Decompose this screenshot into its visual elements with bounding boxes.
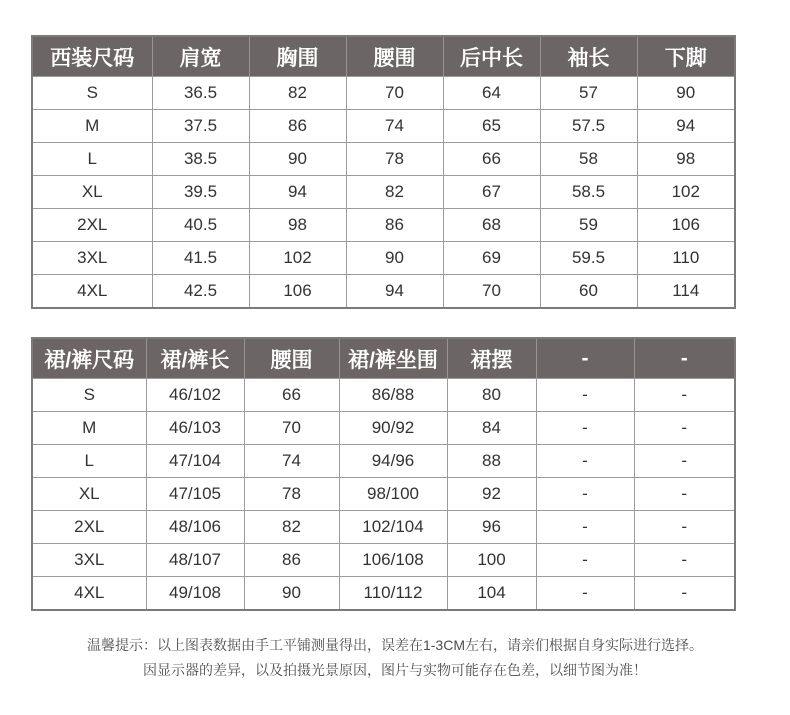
table-cell: 42.5	[152, 275, 249, 309]
table-row	[32, 511, 735, 544]
table-cell: -	[634, 445, 735, 478]
table-cell: 106/108	[339, 544, 447, 577]
table-cell: -	[634, 412, 735, 445]
table-cell: -	[536, 511, 634, 544]
table-cell: 67	[443, 176, 540, 209]
table-cell: 86/88	[339, 379, 447, 412]
table-cell: 47/105	[146, 478, 244, 511]
table-row	[32, 143, 735, 176]
table-cell: 58	[540, 143, 637, 176]
table-cell: 110	[637, 242, 735, 275]
table-cell: -	[536, 379, 634, 412]
header-row	[32, 338, 735, 379]
table-row	[32, 77, 735, 110]
table-cell: 47/104	[146, 445, 244, 478]
header-cell: 腰围	[346, 36, 443, 77]
table-cell: 102	[249, 242, 346, 275]
table-cell: -	[634, 379, 735, 412]
table-cell: 40.5	[152, 209, 249, 242]
table-cell: 90	[244, 577, 339, 611]
table-cell: 39.5	[152, 176, 249, 209]
table-cell: 69	[443, 242, 540, 275]
table-cell: 90	[346, 242, 443, 275]
header-cell: 裙摆	[447, 338, 536, 379]
size-label: L	[32, 445, 146, 478]
table-cell: 102	[637, 176, 735, 209]
suit-size-table	[31, 35, 736, 309]
table-cell: 46/102	[146, 379, 244, 412]
header-cell: 西装尺码	[32, 36, 152, 77]
size-label: S	[32, 77, 152, 110]
table-cell: 59.5	[540, 242, 637, 275]
size-label: M	[32, 110, 152, 143]
table-cell: 104	[447, 577, 536, 611]
table-cell: 92	[447, 478, 536, 511]
table-row	[32, 110, 735, 143]
table-cell: 58.5	[540, 176, 637, 209]
table-row	[32, 445, 735, 478]
size-label: XL	[32, 176, 152, 209]
size-label: 2XL	[32, 511, 146, 544]
table-cell: 86	[244, 544, 339, 577]
table-cell: 78	[346, 143, 443, 176]
table-row	[32, 577, 735, 611]
table-cell: 86	[346, 209, 443, 242]
size-label: 2XL	[32, 209, 152, 242]
table-cell: 49/108	[146, 577, 244, 611]
table-row	[32, 412, 735, 445]
header-cell: 胸围	[249, 36, 346, 77]
table-cell: 68	[443, 209, 540, 242]
table-cell: 84	[447, 412, 536, 445]
table-row	[32, 242, 735, 275]
table-row	[32, 478, 735, 511]
table-cell: 98	[249, 209, 346, 242]
table-cell: -	[536, 412, 634, 445]
table-cell: 41.5	[152, 242, 249, 275]
header-cell: -	[536, 338, 634, 379]
header-cell: 肩宽	[152, 36, 249, 77]
table-cell: 36.5	[152, 77, 249, 110]
table-cell: -	[634, 577, 735, 611]
table-cell: 94	[637, 110, 735, 143]
header-cell: 后中长	[443, 36, 540, 77]
table-cell: 57.5	[540, 110, 637, 143]
header-row	[32, 36, 735, 77]
table-cell: -	[634, 544, 735, 577]
table-cell: 60	[540, 275, 637, 309]
table-row	[32, 544, 735, 577]
table-cell: 94/96	[339, 445, 447, 478]
table-cell: 66	[244, 379, 339, 412]
table-cell: 82	[244, 511, 339, 544]
size-label: S	[32, 379, 146, 412]
table-cell: 70	[244, 412, 339, 445]
table-cell: 82	[346, 176, 443, 209]
table-cell: 64	[443, 77, 540, 110]
table-cell: 74	[346, 110, 443, 143]
table-cell: 37.5	[152, 110, 249, 143]
header-cell: 下脚	[637, 36, 735, 77]
table-cell: 106	[249, 275, 346, 309]
table-cell: 106	[637, 209, 735, 242]
table-cell: -	[536, 478, 634, 511]
size-label: 4XL	[32, 275, 152, 309]
table-cell: 98/100	[339, 478, 447, 511]
table-cell: 48/107	[146, 544, 244, 577]
table-cell: 88	[447, 445, 536, 478]
table-cell: 96	[447, 511, 536, 544]
table-row	[32, 176, 735, 209]
table-cell: 98	[637, 143, 735, 176]
table-cell: 78	[244, 478, 339, 511]
measurement-notes	[0, 637, 790, 687]
table-cell: 94	[346, 275, 443, 309]
skirt-pants-size-table	[31, 337, 736, 611]
table-cell: 70	[443, 275, 540, 309]
table-cell: 80	[447, 379, 536, 412]
table-cell: 57	[540, 77, 637, 110]
size-label: M	[32, 412, 146, 445]
table-cell: 90/92	[339, 412, 447, 445]
size-label: 3XL	[32, 544, 146, 577]
header-cell: -	[634, 338, 735, 379]
size-label: 4XL	[32, 577, 146, 611]
size-label: L	[32, 143, 152, 176]
size-label: XL	[32, 478, 146, 511]
table-cell: 59	[540, 209, 637, 242]
table-cell: 38.5	[152, 143, 249, 176]
table-cell: 94	[249, 176, 346, 209]
header-cell: 裙/裤长	[146, 338, 244, 379]
table-cell: 100	[447, 544, 536, 577]
table-cell: 65	[443, 110, 540, 143]
header-cell: 腰围	[244, 338, 339, 379]
table-row	[32, 379, 735, 412]
table-row	[32, 209, 735, 242]
table-cell: -	[536, 544, 634, 577]
table-cell: 102/104	[339, 511, 447, 544]
table-cell: -	[634, 511, 735, 544]
table-cell: 114	[637, 275, 735, 309]
header-cell: 裙/裤坐围	[339, 338, 447, 379]
note-line-1: 温馨提示：以上图表数据由手工平铺测量得出，误差在1-3CM左右，请亲们根据自身实际进行选择。	[86, 637, 703, 653]
table-cell: -	[634, 478, 735, 511]
size-label: 3XL	[32, 242, 152, 275]
table-cell: 90	[249, 143, 346, 176]
table-row	[32, 275, 735, 309]
header-cell: 裙/裤尺码	[32, 338, 146, 379]
table-cell: 46/103	[146, 412, 244, 445]
table-cell: 48/106	[146, 511, 244, 544]
table-cell: 90	[637, 77, 735, 110]
table-cell: -	[536, 445, 634, 478]
table-cell: 70	[346, 77, 443, 110]
table-cell: 74	[244, 445, 339, 478]
header-cell: 袖长	[540, 36, 637, 77]
table-cell: 110/112	[339, 577, 447, 611]
table-cell: 86	[249, 110, 346, 143]
table-cell: 82	[249, 77, 346, 110]
table-cell: 66	[443, 143, 540, 176]
table-cell: -	[536, 577, 634, 611]
note-line-2: 因显示器的差异，以及拍摄光景原因，图片与实物可能存在色差，以细节图为准！	[143, 662, 647, 678]
